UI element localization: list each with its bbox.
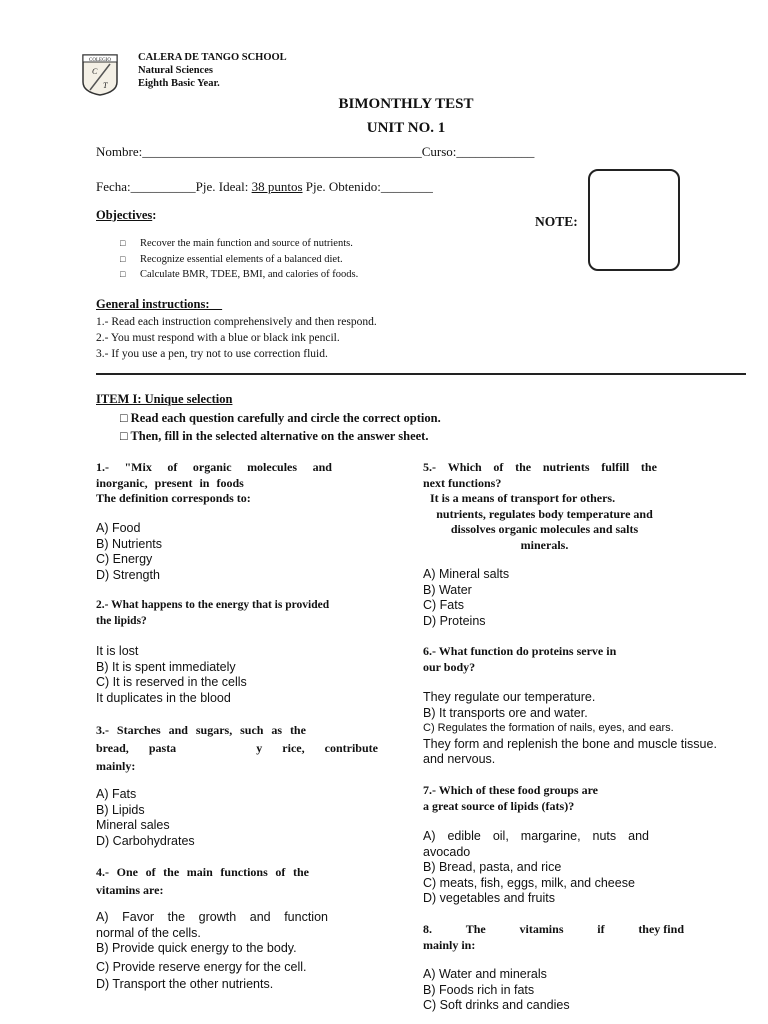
option[interactable]: C) Fats <box>423 598 464 612</box>
question-line: a great source of lipids (fats)? <box>423 798 575 813</box>
fecha-field <box>96 179 433 195</box>
option[interactable]: D) Strength <box>96 567 160 582</box>
note-box <box>588 169 680 271</box>
objectives-list <box>120 236 358 283</box>
question-line: mainly in: <box>423 937 476 952</box>
objective-text: Calculate BMR, TDEE, BMI, and calories of foods. <box>140 269 359 281</box>
question-line: 5.- Which of the nutrients fulfill the <box>423 460 657 474</box>
option[interactable]: B) Foods rich in fats <box>423 982 535 997</box>
instruction-item: 1.- Read each instruction comprehensively and then respond. <box>96 316 377 328</box>
school-logo <box>80 52 120 96</box>
item-instruction-line: □ Then, fill in the selected alternative on the answer sheet. <box>120 429 429 443</box>
fecha-suffix: Pje. Obtenido:________ <box>302 179 433 194</box>
nombre-curso-field: Nombre:___________________________________________Curso:____________ <box>96 144 535 159</box>
options-q6 <box>423 690 717 768</box>
question-line: vitamins are: <box>96 882 164 897</box>
question-7 <box>423 783 598 814</box>
objective-text: Recognize essential elements of a balanced diet. <box>140 253 343 265</box>
question-line: 3.- Starches and sugars, such as the <box>96 723 306 737</box>
note-label: NOTE: <box>535 214 578 229</box>
question-line: next functions? <box>423 475 502 490</box>
question-line: our body? <box>423 659 476 674</box>
option[interactable]: A) Water and minerals <box>423 967 547 981</box>
options-q5 <box>423 567 509 629</box>
option[interactable]: They form and replenish the bone and muscle tissue. <box>423 736 717 751</box>
question-3 <box>96 721 378 775</box>
logo-letter-t: T <box>103 81 108 90</box>
question-line: 7.- Which of these food groups are <box>423 783 599 797</box>
option[interactable]: C) Soft drinks and candies <box>423 998 570 1012</box>
school-name: CALERA DE TANGO SCHOOL <box>138 52 287 63</box>
option[interactable]: A) Fats <box>96 787 137 801</box>
question-line: bread, pasta y rice, contribute <box>96 741 378 755</box>
options-q2 <box>96 644 247 706</box>
option[interactable]: C) Regulates the formation of nails, eyes, and ears. <box>423 722 674 734</box>
question-line: inorganic, present in foods <box>96 475 244 490</box>
ideal-points: 38 puntos <box>251 179 303 194</box>
question-line: mainly: <box>96 759 136 773</box>
question-4 <box>96 864 309 899</box>
option[interactable]: D) Transport the other nutrients. <box>96 977 274 991</box>
checkbox-icon: □ <box>120 238 126 248</box>
item-title: ITEM I: Unique selection <box>96 392 233 406</box>
option[interactable]: A) Favor the growth and function <box>96 910 328 924</box>
objective-item <box>120 236 358 252</box>
instructions-title: General instructions:__ <box>96 297 223 311</box>
option-continuation[interactable]: normal of the cells. <box>96 925 201 940</box>
objective-item <box>120 267 358 283</box>
objectives-heading <box>96 208 156 223</box>
question-line: 6.- What function do proteins serve in <box>423 644 617 658</box>
objectives-colon: : <box>152 208 157 222</box>
option[interactable]: C) meats, fish, eggs, milk, and cheese <box>423 875 635 890</box>
question-5-body <box>423 491 666 553</box>
option[interactable]: A) Food <box>96 521 141 535</box>
instruction-item: 2.- You must respond with a blue or black ink pencil. <box>96 332 340 345</box>
divider <box>96 373 746 375</box>
options-q1 <box>96 521 162 583</box>
option[interactable]: B) Bread, pasta, and rice <box>423 860 562 874</box>
option[interactable]: B) Nutrients <box>96 536 162 551</box>
question-line: The definition corresponds to: <box>96 491 251 505</box>
question-line: 4.- One of the main functions of the <box>96 865 309 879</box>
option[interactable]: C) Provide reserve energy for the cell. <box>96 959 307 974</box>
option[interactable]: C) It is reserved in the cells <box>96 675 247 689</box>
option[interactable]: D) Proteins <box>423 613 486 628</box>
option-continuation[interactable]: avocado <box>423 844 471 859</box>
options-q8 <box>423 967 570 1014</box>
question-1 <box>96 460 332 507</box>
option[interactable]: It duplicates in the blood <box>96 690 231 705</box>
options-q4 <box>96 910 328 993</box>
option[interactable]: B) Lipids <box>96 802 145 817</box>
option[interactable]: B) Water <box>423 582 472 597</box>
logo-text: COLEGIO <box>89 58 111 63</box>
option[interactable]: D) vegetables and fruits <box>423 891 556 905</box>
test-title: BIMONTHLY TEST <box>338 96 474 112</box>
option[interactable]: B) Provide quick energy to the body. <box>96 941 297 955</box>
item-instruction-line: □ Read each question carefully and circle the correct option. <box>120 411 441 425</box>
question-line: 2.- What happens to the energy that is provided <box>96 599 330 611</box>
unit-title: UNIT NO. 1 <box>366 120 446 136</box>
question-line: It is a means of transport for others. <box>430 491 616 505</box>
option[interactable]: B) It is spent immediately <box>96 659 236 674</box>
option[interactable]: A) Mineral salts <box>423 567 510 581</box>
logo-letter-c: C <box>92 67 98 76</box>
question-line: the lipids? <box>96 614 147 627</box>
option[interactable]: C) Energy <box>96 552 153 566</box>
option[interactable]: It is lost <box>96 644 139 658</box>
checkbox-icon: □ <box>120 269 126 280</box>
question-8 <box>423 922 684 953</box>
checkbox-icon: □ <box>120 253 126 264</box>
option[interactable]: Mineral sales <box>96 818 170 832</box>
subject: Natural Sciences <box>138 65 213 76</box>
option[interactable]: A) edible oil, margarine, nuts and <box>423 829 649 843</box>
option[interactable]: They regulate our temperature. <box>423 690 596 704</box>
question-line: minerals. <box>520 537 569 552</box>
question-5 <box>423 460 657 491</box>
option[interactable]: B) It transports ore and water. <box>423 705 588 720</box>
fecha-prefix: Fecha:__________Pje. Ideal: <box>96 179 252 194</box>
item-instructions <box>120 409 441 445</box>
objectives-title: Objectives <box>96 208 153 222</box>
question-line: 1.- "Mix of organic molecules and <box>96 460 332 474</box>
instructions-list <box>96 314 377 363</box>
question-2 <box>96 598 329 629</box>
options-q7 <box>423 829 649 907</box>
option-continuation[interactable]: and nervous. <box>423 752 496 766</box>
objective-item <box>120 252 358 268</box>
grade: Eighth Basic Year. <box>138 78 220 89</box>
option[interactable]: D) Carbohydrates <box>96 833 195 848</box>
instruction-item: 3.- If you use a pen, try not to use correction fluid. <box>96 348 328 361</box>
question-line: 8. The vitamins if they find <box>423 922 684 936</box>
question-line: nutrients, regulates body temperature and <box>436 506 653 521</box>
objective-text: Recover the main function and source of nutrients. <box>140 238 353 249</box>
question-6 <box>423 644 616 675</box>
options-q3 <box>96 787 195 849</box>
question-line: dissolves organic molecules and salts <box>450 522 639 536</box>
